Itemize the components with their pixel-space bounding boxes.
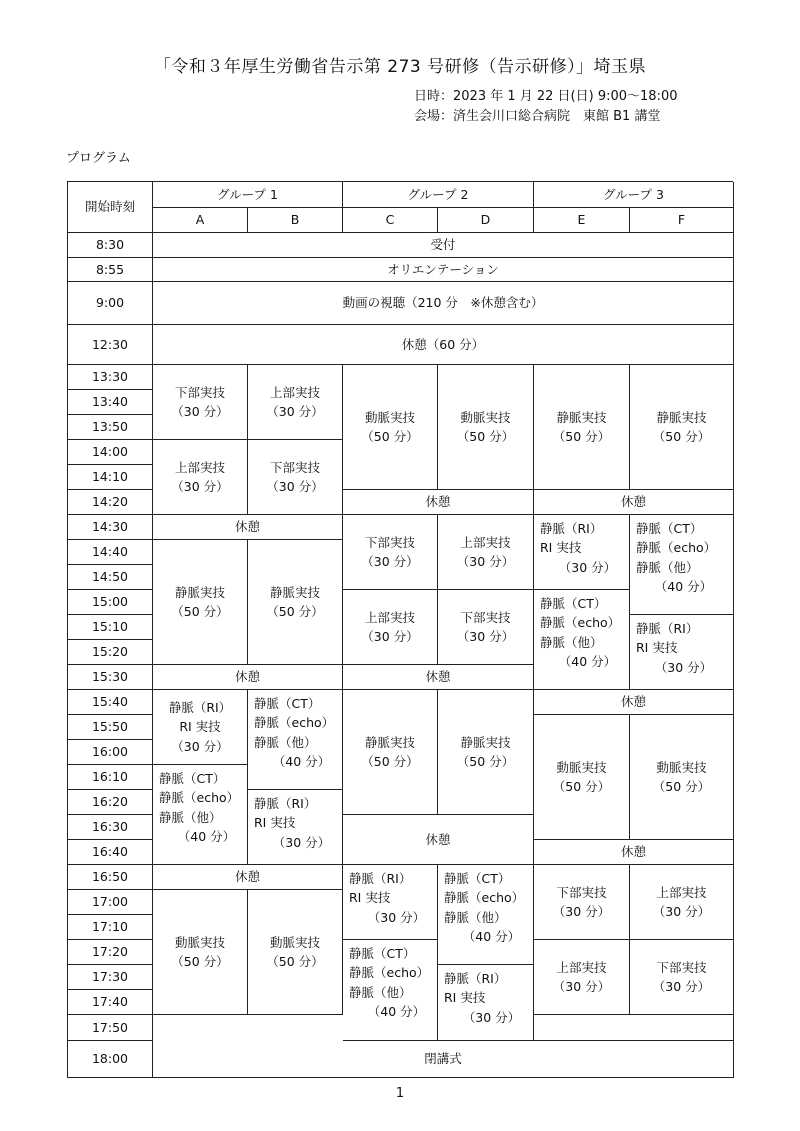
event-venue: 会場：済生会川口総合病院 東館 B1 講堂 xyxy=(414,109,661,124)
time-cell: 13:40 xyxy=(68,390,153,415)
subgroup-header: F xyxy=(630,208,734,233)
time-cell: 14:20 xyxy=(68,490,153,515)
time-column-header: 開始時刻 xyxy=(68,182,153,233)
schedule-cell: 動脈実技 （50 分） xyxy=(534,715,630,840)
document-title: 「令和３年厚生労働省告示第 273 号研修（告示研修）」埼玉県 xyxy=(153,57,647,77)
page-number: 1 xyxy=(395,1086,405,1101)
schedule-cell: 静脈（CT） 静脈（echo） 静脈（他） （40 分） xyxy=(438,865,534,965)
schedule-cell: 静脈実技 （50 分） xyxy=(534,365,630,490)
schedule-cell: 静脈実技 （50 分） xyxy=(438,690,534,815)
schedule-cell: 下部実技 （30 分） xyxy=(153,365,248,440)
schedule-cell: 静脈（RI） RI 実技 （30 分） xyxy=(153,690,248,765)
schedule-cell: 下部実技 （30 分） xyxy=(630,940,734,1015)
time-cell: 12:30 xyxy=(68,325,153,365)
time-cell: 17:30 xyxy=(68,965,153,990)
event-datetime: 日時：2023 年 1 月 22 日(日) 9:00〜18:00 xyxy=(414,89,678,104)
schedule-cell: 動画の視聴（210 分 ※休憩含む） xyxy=(153,282,734,325)
schedule-cell: 上部実技 （30 分） xyxy=(343,590,438,665)
schedule-cell: 下部実技 （30 分） xyxy=(438,590,534,665)
subgroup-header: D xyxy=(438,208,534,233)
time-cell: 15:20 xyxy=(68,640,153,665)
subgroup-header: B xyxy=(248,208,343,233)
subgroup-header: E xyxy=(534,208,630,233)
schedule-cell: 動脈実技 （50 分） xyxy=(630,715,734,840)
schedule-cell: 休憩 xyxy=(534,690,734,715)
time-cell: 17:10 xyxy=(68,915,153,940)
schedule-cell: 静脈実技 （50 分） xyxy=(630,365,734,490)
empty-cell xyxy=(534,1015,734,1041)
time-cell: 16:40 xyxy=(68,840,153,865)
time-cell: 8:55 xyxy=(68,258,153,282)
time-cell: 14:50 xyxy=(68,565,153,590)
schedule-cell: 静脈（CT） 静脈（echo） 静脈（他） （40 分） xyxy=(248,690,343,790)
time-cell: 14:10 xyxy=(68,465,153,490)
schedule-cell: 静脈実技 （50 分） xyxy=(343,690,438,815)
schedule-cell: 静脈（RI） RI 実技 （30 分） xyxy=(343,865,438,940)
time-cell: 17:00 xyxy=(68,890,153,915)
time-cell: 17:40 xyxy=(68,990,153,1015)
schedule-cell: 動脈実技 （50 分） xyxy=(248,890,343,1015)
time-cell: 18:00 xyxy=(68,1041,153,1078)
schedule-cell: 閉講式 xyxy=(153,1041,734,1078)
subgroup-header: C xyxy=(343,208,438,233)
time-cell: 14:00 xyxy=(68,440,153,465)
time-cell: 15:10 xyxy=(68,615,153,640)
time-cell: 15:50 xyxy=(68,715,153,740)
schedule-cell: 静脈（CT） 静脈（echo） 静脈（他） （40 分） xyxy=(343,940,438,1041)
schedule-cell: 受付 xyxy=(153,233,734,258)
schedule-cell: 休憩 xyxy=(153,665,343,690)
schedule-cell: 静脈（RI） RI 実技 （30 分） xyxy=(248,790,343,865)
schedule-cell: 下部実技 （30 分） xyxy=(534,865,630,940)
group-header: グループ 1 xyxy=(153,182,343,208)
schedule-cell: 下部実技 （30 分） xyxy=(248,440,343,515)
time-cell: 16:00 xyxy=(68,740,153,765)
schedule-cell: 動脈実技 （50 分） xyxy=(438,365,534,490)
schedule-cell: オリエンテーション xyxy=(153,258,734,282)
time-cell: 16:30 xyxy=(68,815,153,840)
schedule-cell: 休憩 xyxy=(534,490,734,515)
schedule-cell: 静脈（RI） RI 実技 （30 分） xyxy=(630,615,734,690)
group-header: グループ 3 xyxy=(534,182,734,208)
subgroup-header: A xyxy=(153,208,248,233)
schedule-cell: 動脈実技 （50 分） xyxy=(153,890,248,1015)
schedule-cell: 休憩 xyxy=(343,665,534,690)
schedule-cell: 上部実技 （30 分） xyxy=(630,865,734,940)
section-label: プログラム xyxy=(66,151,131,166)
schedule-cell: 静脈（CT） 静脈（echo） 静脈（他） （40 分） xyxy=(630,515,734,615)
schedule-cell: 休憩 xyxy=(534,840,734,865)
schedule-cell: 休憩（60 分） xyxy=(153,325,734,365)
schedule-cell: 静脈（CT） 静脈（echo） 静脈（他） （40 分） xyxy=(534,590,630,690)
time-cell: 17:50 xyxy=(68,1015,153,1041)
time-cell: 16:20 xyxy=(68,790,153,815)
time-cell: 9:00 xyxy=(68,282,153,325)
schedule-cell: 上部実技 （30 分） xyxy=(438,515,534,590)
time-cell: 15:40 xyxy=(68,690,153,715)
group-header: グループ 2 xyxy=(343,182,534,208)
schedule-cell: 静脈（RI） RI 実技 （30 分） xyxy=(438,965,534,1041)
schedule-cell: 休憩 xyxy=(153,865,343,890)
schedule-cell: 休憩 xyxy=(153,515,343,540)
schedule-cell: 下部実技 （30 分） xyxy=(343,515,438,590)
time-cell: 13:30 xyxy=(68,365,153,390)
time-cell: 14:30 xyxy=(68,515,153,540)
time-cell: 16:50 xyxy=(68,865,153,890)
time-cell: 14:40 xyxy=(68,540,153,565)
schedule-cell: 動脈実技 （50 分） xyxy=(343,365,438,490)
time-cell: 13:50 xyxy=(68,415,153,440)
time-cell: 8:30 xyxy=(68,233,153,258)
schedule-cell: 静脈実技 （50 分） xyxy=(153,540,248,665)
schedule-cell: 上部実技 （30 分） xyxy=(248,365,343,440)
schedule-cell: 静脈（RI） RI 実技 （30 分） xyxy=(534,515,630,590)
schedule-cell: 静脈実技 （50 分） xyxy=(248,540,343,665)
schedule-cell: 上部実技 （30 分） xyxy=(153,440,248,515)
program-table xyxy=(67,181,733,1078)
time-cell: 17:20 xyxy=(68,940,153,965)
time-cell: 16:10 xyxy=(68,765,153,790)
schedule-cell: 静脈（CT） 静脈（echo） 静脈（他） （40 分） xyxy=(153,765,248,865)
time-cell: 15:30 xyxy=(68,665,153,690)
schedule-cell: 上部実技 （30 分） xyxy=(534,940,630,1015)
schedule-cell: 休憩 xyxy=(343,815,534,865)
schedule-cell: 休憩 xyxy=(343,490,534,515)
time-cell: 15:00 xyxy=(68,590,153,615)
